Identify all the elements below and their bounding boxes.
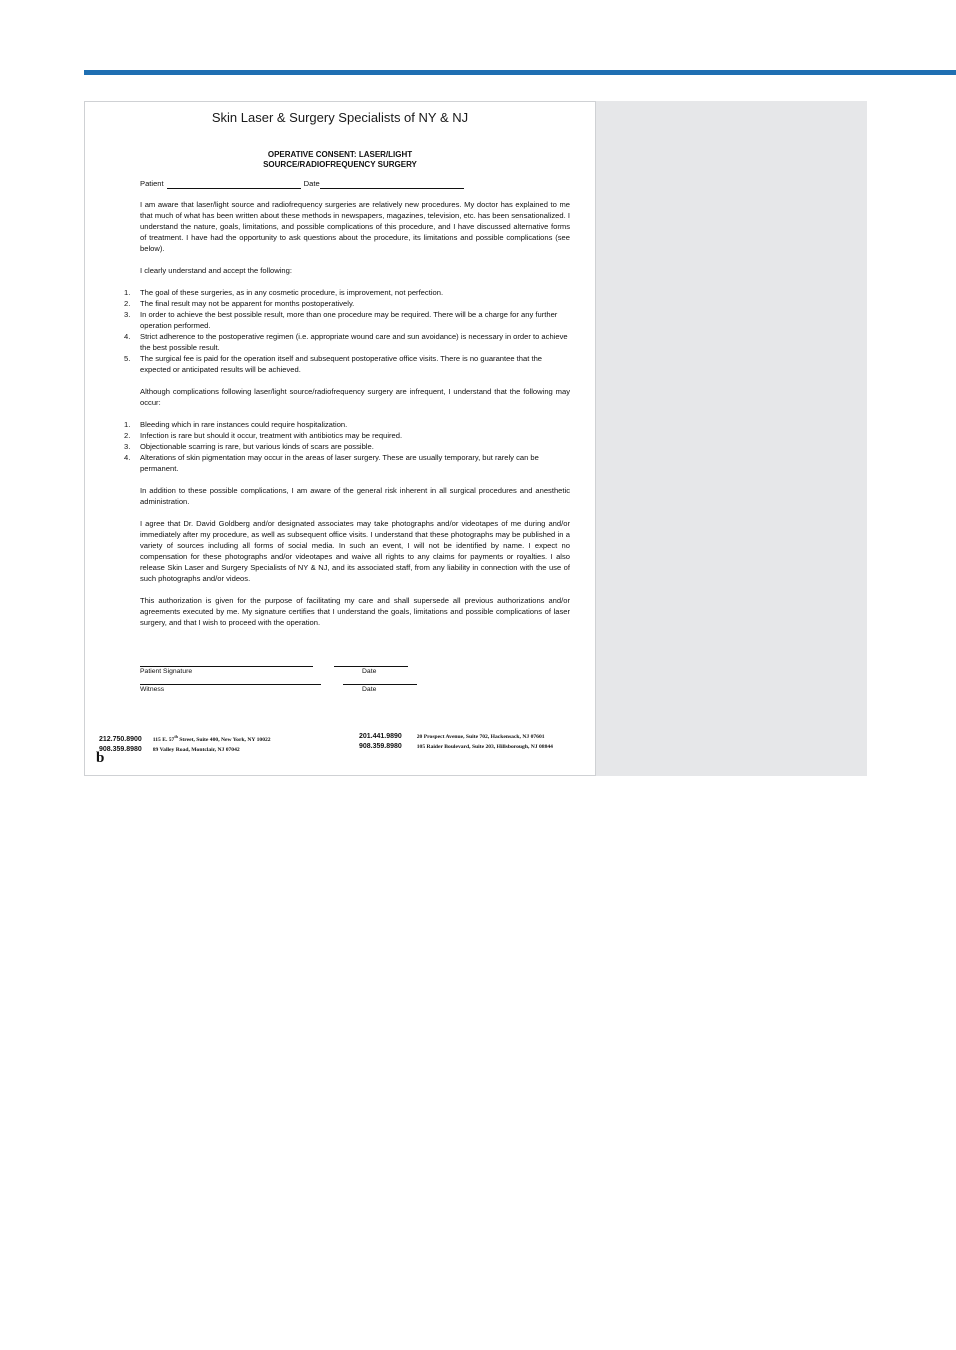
signature-date-line[interactable]	[334, 666, 408, 667]
list-item: 3. Objectionable scarring is rare, but various kinds of scars are possible.	[124, 442, 374, 451]
footer-left	[99, 732, 271, 755]
consent-document	[84, 101, 596, 776]
photo-consent-paragraph: I agree that Dr. David Goldberg and/or designated associates may take photographs and/or videotapes of me during and/or immediately after my procedure, as well as subsequent office visits. I understand that these photographs may be published in a variety of sources including all forms of social media. In such an event, I will not be identified by name. I expect no compensation for these photographs and/or videotapes and waive all rights to any claims for payments or royalties. I also release Skin Laser and Surgery Specialists of NY & NJ, and its associated staff, from any liability in connection with the use of such photographs and/or videos.	[140, 519, 570, 583]
consent-title	[85, 150, 595, 170]
intro-paragraph: I am aware that laser/light source and radiofrequency surgeries are relatively new procedures. My doctor has explained to me that much of what has been written about these methods in newspapers, magazines, television, etc. has been sensationalized. I understand the nature, goals, limitations, and possible complications of this procedure, and I have discussed alternative forms of treatment. I have had the opportunity to ask questions about the procedure, its limitations and possible complications (see below).	[140, 200, 570, 253]
list-item: 1. The goal of these surgeries, as in any cosmetic procedure, is improvement, not perfection.	[124, 288, 444, 297]
address-montclair: 89 Valley Road, Montclair, NJ 07042	[152, 746, 240, 753]
witness-line[interactable]	[140, 684, 321, 685]
witness-date-label: Date	[362, 686, 377, 693]
date-label: Date	[303, 179, 320, 188]
office-hackensack	[359, 732, 553, 742]
phone-hillsborough: 908.359.8980	[359, 743, 402, 750]
clinic-name: Skin Laser & Surgery Specialists of NY & NJ	[211, 110, 469, 125]
complications-list	[124, 419, 570, 474]
figure-label: b	[96, 750, 105, 766]
office-montclair	[99, 745, 271, 755]
consent-title-line2: SOURCE/RADIOFREQUENCY SURGERY	[263, 160, 417, 169]
patient-label: Patient	[140, 179, 164, 188]
phone-montclair: 908.359.8980	[99, 745, 142, 753]
witness-label: Witness	[140, 686, 165, 693]
address-new-york: 115 E. 57th Street, Suite 400, New York, NY 10022	[152, 734, 271, 743]
accept-list	[124, 287, 570, 375]
consent-body	[124, 178, 570, 639]
complications-intro: Although complications following laser/light source/radiofrequency surgery are infrequent, I understand that the following may occur:	[140, 387, 570, 407]
patient-signature-line[interactable]	[140, 666, 313, 667]
list-item: 3. In order to achieve the best possible result, more than one procedure may be required. There will be a charge for any further operation performed.	[124, 310, 558, 330]
list-item: 2. Infection is rare but should it occur, treatment with antibiotics may be required.	[124, 431, 403, 440]
understand-line: I clearly understand and accept the following:	[140, 266, 292, 275]
list-item: 2. The final result may not be apparent for months postoperatively.	[124, 299, 355, 308]
phone-hackensack: 201.441.9890	[359, 733, 402, 740]
patient-signature-label: Patient Signature	[140, 668, 193, 675]
list-item: 4. Alterations of skin pigmentation may occur in the areas of laser surgery. These are usually temporary, but rarely can be permanent.	[124, 453, 539, 473]
address-hillsborough: 105 Raider Boulevard, Suite 203, Hillsborough, NJ 08844	[416, 744, 553, 750]
list-item: 4. Strict adherence to the postoperative regimen (i.e. appropriate wound care and sun avoidance) is necessary in order to achieve the best possible result.	[124, 332, 568, 352]
top-rule	[84, 70, 956, 75]
witness-date-line[interactable]	[343, 684, 417, 685]
date-field[interactable]	[320, 180, 464, 189]
footer-right	[359, 732, 553, 752]
authorization-paragraph: This authorization is given for the purpose of facilitating my care and shall supersede all previous authorizations and/or agreements executed by me. My signature certifies that I understand the goals, limitations and possible complications of laser surgery, and that I wish to proceed with the operation.	[140, 596, 570, 627]
patient-name-field[interactable]	[167, 180, 301, 189]
patient-date-row	[140, 178, 570, 189]
phone-new-york: 212.750.8900	[99, 735, 142, 743]
consent-title-line1: OPERATIVE CONSENT: LASER/LIGHT	[267, 150, 413, 159]
office-hillsborough	[359, 742, 553, 752]
office-new-york	[99, 732, 271, 745]
address-hackensack: 20 Prospect Avenue, Suite 702, Hackensack, NJ 07601	[416, 734, 545, 740]
list-item: 1. Bleeding which in rare instances could require hospitalization.	[124, 420, 348, 429]
list-item: 5. The surgical fee is paid for the operation itself and subsequent postoperative office visits. There is no guarantee that the expected or anticipated results will be achieved.	[124, 354, 543, 374]
general-risk-paragraph: In addition to these possible complications, I am aware of the general risk inherent in all surgical procedures and anesthetic administration.	[140, 486, 570, 506]
signature-date-label: Date	[362, 668, 377, 675]
